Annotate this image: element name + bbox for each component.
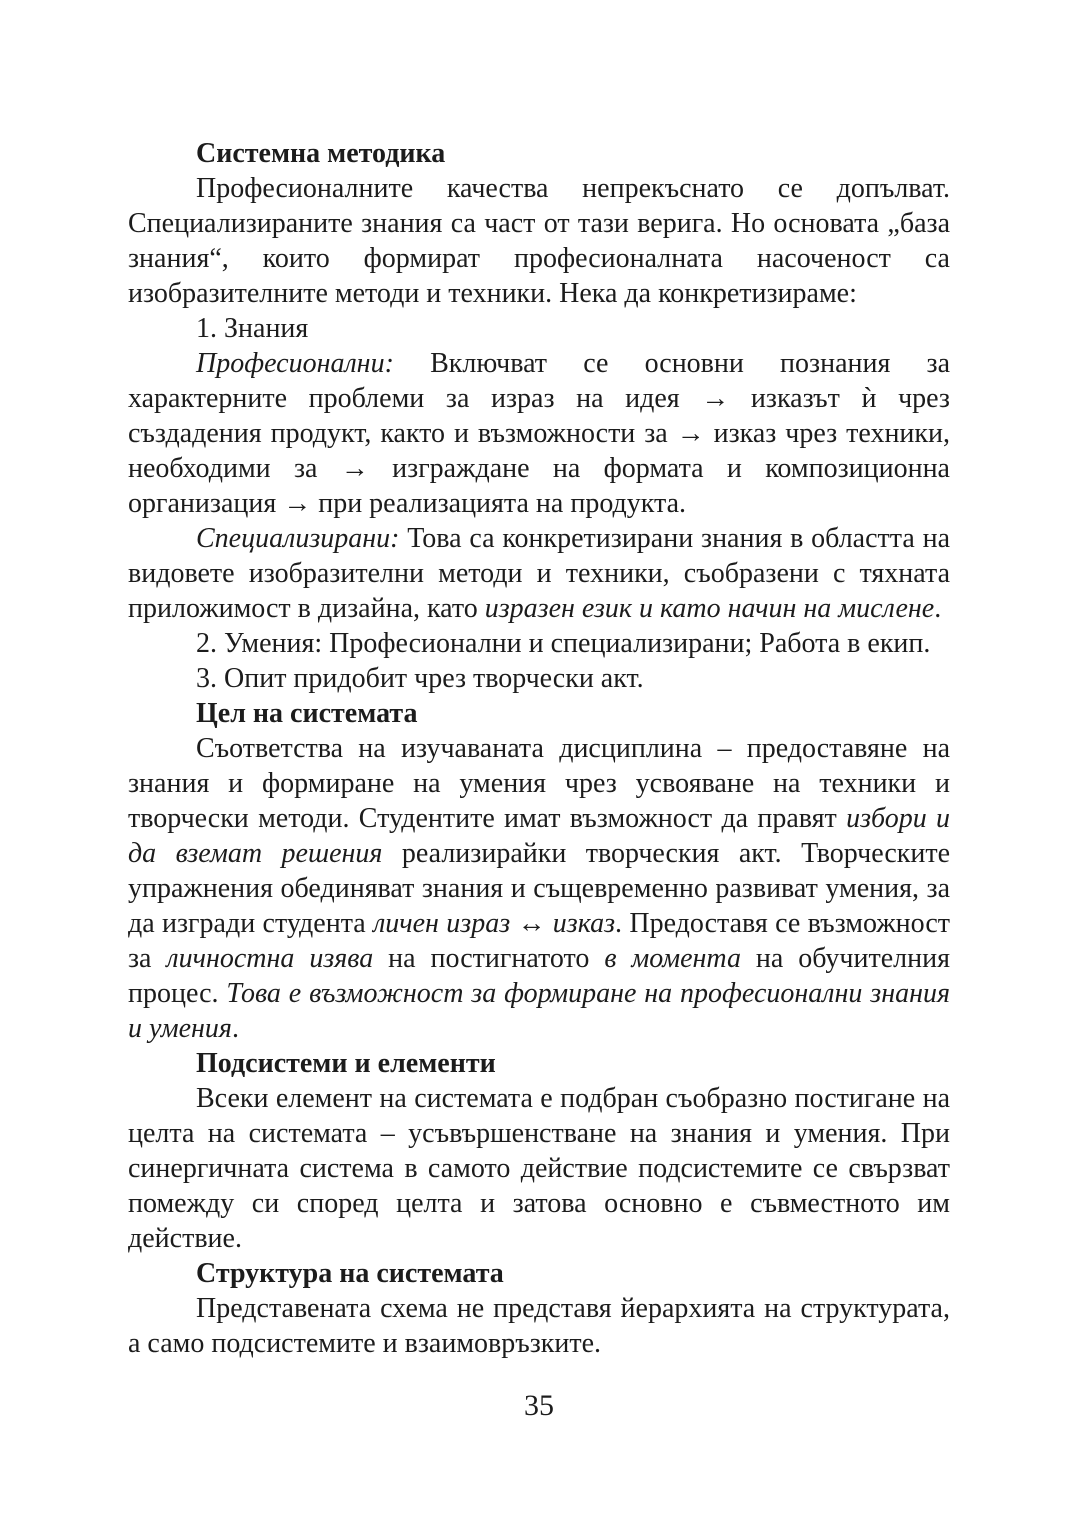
text-segment: изразен език и като начин на мислене (484, 593, 935, 624)
text-segment: Представената схема не представя йерархията на структурата, а само подсистемите и взаимовръзките. (128, 1293, 950, 1359)
text-segment: Структура на системата (196, 1258, 504, 1289)
paragraph (128, 521, 950, 626)
paragraph (128, 171, 950, 311)
paragraph (128, 1081, 950, 1256)
text-segment: на постигнатото (373, 943, 605, 974)
paragraph (128, 626, 950, 661)
page-number: 35 (524, 1389, 554, 1422)
text-segment: . Предоставя се възможност за (128, 908, 951, 974)
text-segment: Системна методика (196, 138, 446, 169)
text-segment: Всеки елемент на системата е подбран съобразно постигане на целта на системата – усъвършенстване на знания и умения. При синергичната система в самото действие подсистемите се свързват помежду си според целта и затова основно е съвместното им действие. (128, 1083, 950, 1254)
text-segment: 3. Опит придобит чрез творчески акт. (196, 663, 644, 694)
page-content (128, 136, 950, 1361)
text-segment: Цел на системата (196, 698, 418, 729)
text-segment: Подсистеми и елементи (196, 1048, 496, 1079)
text-segment: в момента (604, 943, 741, 974)
paragraph (128, 1291, 950, 1361)
paragraph (128, 346, 950, 521)
text-segment: 2. Умения: Професионални и специализирани; Работа в екип. (196, 628, 931, 659)
section-heading (128, 1256, 950, 1291)
text-segment: Включват се основни познания за характерните проблеми за израз на идея → изказът ѝ чрез създадения продукт, както и възможности за → изказ чрез техники, необходими за → изграждане на формата и композиционна организация → при реализацията на продукта. (128, 348, 950, 519)
paragraph (128, 311, 950, 346)
text-segment: личностна изява (166, 943, 374, 974)
paragraph (128, 661, 950, 696)
text-segment: 1. Знания (196, 313, 309, 344)
paragraph (128, 731, 950, 1046)
text-segment: Съответства на изучаваната дисциплина – предоставяне на знания и формиране на умения чрез усвояване на техники и творчески методи. Студентите имат възможност да правят (128, 733, 950, 834)
text-segment: личен израз ↔ изказ (373, 908, 616, 939)
text-segment: Това е възможност за формиране на професионални знания и умения (128, 978, 950, 1044)
text-segment: на обучителния процес. (128, 943, 950, 1009)
section-heading (128, 136, 950, 171)
text-segment: Това са конкретизирани знания в областта на видовете изобразителни методи и техники, съобразени с тяхната приложимост в дизайна, като (128, 523, 950, 624)
text-segment: Професионални: (196, 348, 394, 379)
text-segment: . (231, 1013, 239, 1044)
section-heading (128, 1046, 950, 1081)
text-segment: избори и да вземат решения (128, 803, 950, 869)
text-segment: реализирайки творческия акт. Творческите упражнения обединяват знания и същевременно развиват умения, за да изгради студента (128, 838, 950, 939)
text-segment: Специализирани: (196, 523, 400, 554)
text-segment: . (934, 593, 942, 624)
text-segment: Професионалните качества непрекъснато се допълват. Специализираните знания са част от тази верига. Но основата „база знания“, които формират професионалната насоченост са изобразителните методи и техники. Нека да конкретизираме: (128, 173, 950, 309)
section-heading (128, 696, 950, 731)
